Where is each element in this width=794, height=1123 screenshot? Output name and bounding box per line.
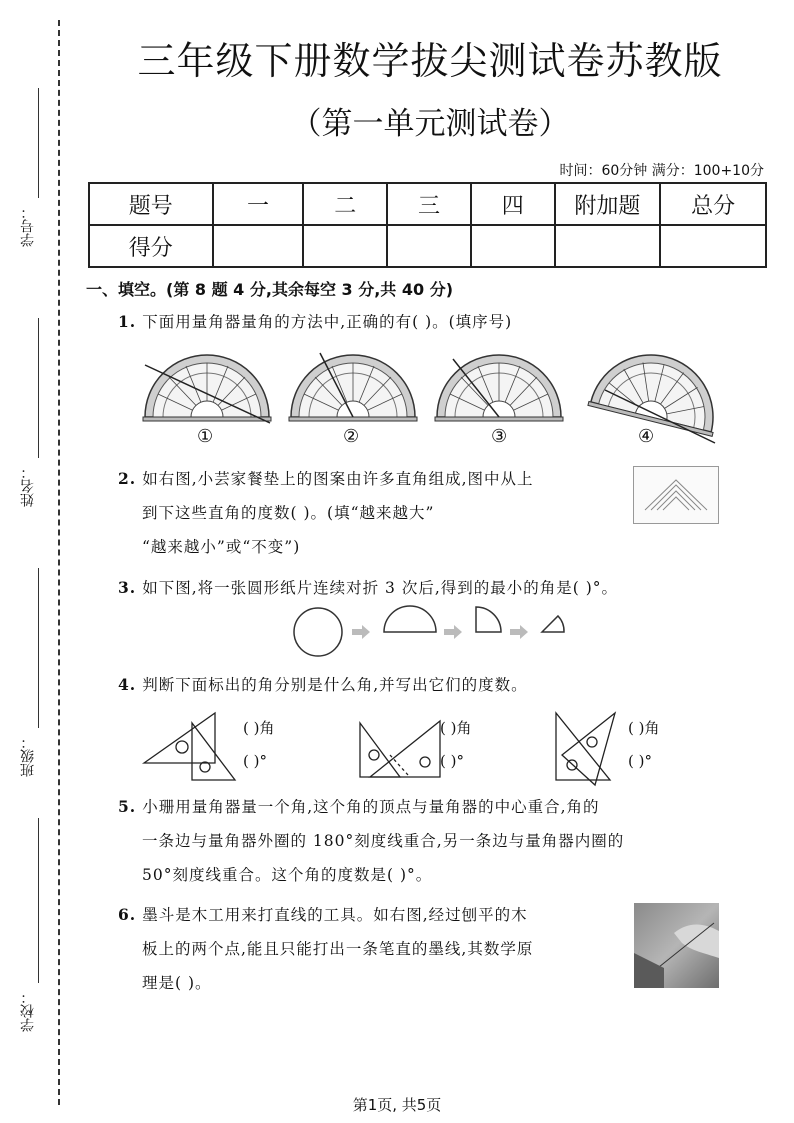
score-header-cell: 一 bbox=[213, 183, 304, 225]
protractor-3 bbox=[435, 355, 563, 421]
question-number: 2. bbox=[118, 469, 137, 488]
question-6 bbox=[118, 898, 533, 1000]
time-info: 时间：60分钟 满分：100+10分 bbox=[559, 163, 764, 179]
score-table-header-row bbox=[89, 183, 766, 225]
eighth-circle bbox=[542, 616, 564, 632]
arrow-icon bbox=[352, 625, 370, 639]
paper-folding-figure bbox=[290, 605, 580, 660]
score-header-cell: 二 bbox=[303, 183, 387, 225]
score-header-cell: 题号 bbox=[89, 183, 213, 225]
section-heading: 一、填空。(第 8 题 4 分,其余每空 3 分,共 40 分) bbox=[86, 280, 454, 299]
question-3 bbox=[118, 571, 618, 605]
score-cell[interactable] bbox=[213, 225, 304, 267]
question-text: 50°刻度线重合。这个角的度数是( )°。 bbox=[142, 866, 433, 884]
score-table bbox=[88, 182, 767, 268]
class-line bbox=[38, 568, 39, 728]
student-id-line bbox=[38, 88, 39, 198]
question-5 bbox=[118, 790, 624, 892]
score-row-label: 得分 bbox=[89, 225, 213, 267]
protractor-2 bbox=[289, 353, 417, 421]
score-cell[interactable] bbox=[555, 225, 661, 267]
question-number: 5. bbox=[118, 797, 137, 816]
question-text: 小珊用量角器量一个角,这个角的顶点与量角器的中心重合,角的 bbox=[142, 798, 600, 816]
page-subtitle: （第一单元测试卷） bbox=[290, 106, 570, 142]
score-cell[interactable] bbox=[660, 225, 766, 267]
page-footer: 第1页, 共5页 bbox=[352, 1096, 442, 1114]
question-text: 如右图,小芸家餐垫上的图案由许多直角组成,图中从上 bbox=[142, 470, 534, 488]
placemat-image bbox=[633, 466, 719, 524]
binding-dashed-line bbox=[58, 20, 60, 1105]
school-line bbox=[38, 818, 39, 983]
angle-type-blank-1[interactable]: ( )角 bbox=[243, 719, 275, 737]
question-text: 一条边与量角器外圈的 180°刻度线重合,另一条边与量角器内圈的 bbox=[142, 832, 625, 850]
score-table-score-row bbox=[89, 225, 766, 267]
question-number: 6. bbox=[118, 905, 137, 924]
question-text: 理是( )。 bbox=[142, 974, 212, 992]
score-cell[interactable] bbox=[303, 225, 387, 267]
circle-paper bbox=[294, 608, 342, 656]
angle-type-blank-2[interactable]: ( )角 bbox=[440, 719, 472, 737]
quarter-circle bbox=[476, 607, 501, 632]
angle-degree-blank-1[interactable]: ( )° bbox=[243, 752, 267, 770]
question-2 bbox=[118, 462, 534, 564]
arrow-icon bbox=[444, 625, 462, 639]
question-text: “越来越小”或“不变”) bbox=[142, 538, 301, 556]
angle-degree-blank-3[interactable]: ( )° bbox=[628, 752, 652, 770]
question-number: 1. bbox=[118, 312, 137, 331]
student-id-label: 学号： bbox=[20, 205, 36, 247]
question-1 bbox=[118, 305, 512, 339]
question-text: 板上的两个点,能且只能打出一条笔直的墨线,其数学原 bbox=[142, 940, 534, 958]
angle-degree-blank-2[interactable]: ( )° bbox=[440, 752, 464, 770]
question-text: 下面用量角器量角的方法中,正确的有( )。(填序号) bbox=[142, 313, 513, 331]
score-header-cell: 附加题 bbox=[555, 183, 661, 225]
question-text: 墨斗是木工用来打直线的工具。如右图,经过刨平的木 bbox=[142, 906, 528, 924]
half-circle bbox=[384, 606, 436, 632]
question-text: 如下图,将一张圆形纸片连续对折 3 次后,得到的最小的角是( )°。 bbox=[142, 579, 619, 597]
option-label-3: ③ bbox=[491, 426, 508, 447]
angle-type-blank-3[interactable]: ( )角 bbox=[628, 719, 660, 737]
question-4 bbox=[118, 668, 528, 702]
school-label: 学校： bbox=[20, 990, 36, 1032]
name-line bbox=[38, 318, 39, 458]
score-header-cell: 四 bbox=[471, 183, 555, 225]
name-label: 姓名： bbox=[20, 465, 36, 507]
arrow-icon bbox=[510, 625, 528, 639]
score-header-cell: 总分 bbox=[660, 183, 766, 225]
question-text: 判断下面标出的角分别是什么角,并写出它们的度数。 bbox=[142, 676, 528, 694]
protractor-figures bbox=[135, 345, 725, 445]
option-label-2: ② bbox=[343, 426, 360, 447]
protractor-4 bbox=[588, 345, 725, 436]
protractor-1 bbox=[143, 355, 271, 423]
option-label-4: ④ bbox=[638, 426, 655, 447]
ink-line-photo bbox=[634, 903, 719, 988]
page-title: 三年级下册数学拔尖测试卷苏教版 bbox=[137, 39, 723, 83]
option-label-1: ① bbox=[197, 426, 214, 447]
question-number: 3. bbox=[118, 578, 137, 597]
question-number: 4. bbox=[118, 675, 137, 694]
class-label: 班级： bbox=[20, 735, 36, 777]
score-cell[interactable] bbox=[387, 225, 471, 267]
score-header-cell: 三 bbox=[387, 183, 471, 225]
score-cell[interactable] bbox=[471, 225, 555, 267]
question-text: 到下这些直角的度数( )。(填“越来越大” bbox=[142, 504, 435, 522]
